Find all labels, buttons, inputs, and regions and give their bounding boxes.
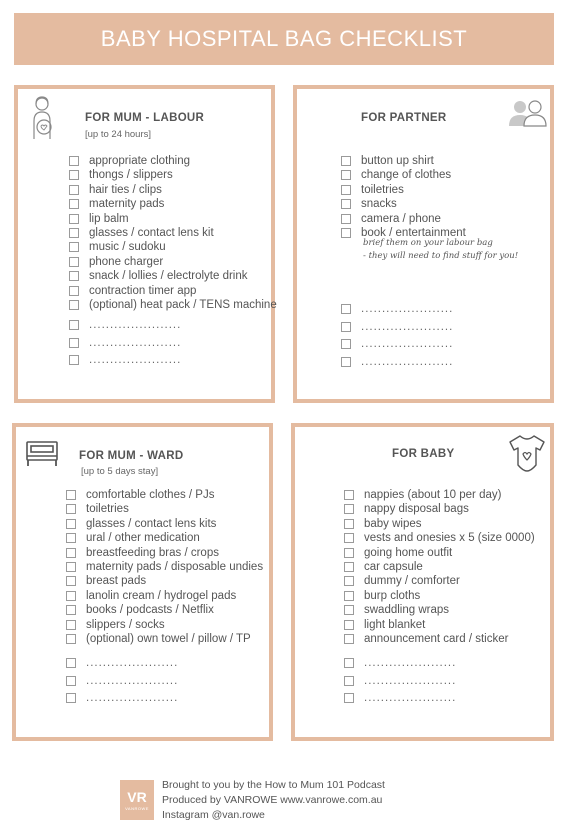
checkbox[interactable]: [66, 676, 76, 686]
checklist-item: [66, 633, 251, 645]
checklist-item: [341, 213, 441, 225]
checklist-item: [344, 604, 449, 616]
checklist-item-label: ......................: [86, 657, 179, 670]
checkbox[interactable]: [66, 490, 76, 500]
checkbox[interactable]: [66, 591, 76, 601]
checklist-item-label: glasses / contact lens kit: [89, 227, 214, 239]
page-title: BABY HOSPITAL BAG CHECKLIST: [100, 26, 468, 51]
checklist-item: [341, 303, 453, 315]
checkbox[interactable]: [66, 605, 76, 615]
checklist-item: [69, 155, 190, 167]
checklist-item: [66, 532, 200, 544]
checkbox[interactable]: [66, 576, 76, 586]
checklist-item-label: swaddling wraps: [364, 604, 450, 617]
checklist-item: [341, 184, 404, 196]
checkbox[interactable]: [344, 620, 354, 630]
checklist-item-label: thongs / slippers: [89, 169, 173, 182]
checklist-item: [66, 503, 129, 515]
logo-subtext: VANROWE: [125, 805, 149, 811]
checkbox[interactable]: [69, 185, 79, 195]
checkbox[interactable]: [66, 548, 76, 558]
note-line: - they will need to find stuff for you!: [363, 251, 519, 261]
checklist-item: [66, 489, 214, 501]
checklist-item-label: change of clothes: [361, 169, 452, 182]
checkbox[interactable]: [66, 620, 76, 630]
checklist-item: [69, 354, 181, 366]
checklist-item: [69, 213, 129, 225]
checkbox[interactable]: [344, 605, 354, 615]
checkbox[interactable]: [69, 257, 79, 267]
checklist-item: [66, 604, 214, 616]
checklist-item: [344, 575, 460, 587]
note-line: brief them on your labour bag: [363, 238, 493, 248]
footer-line: Produced by VANROWE www.vanrowe.com.au: [162, 794, 383, 806]
card-baby: [291, 423, 554, 741]
checklist-item-label: nappies (about 10 per day): [364, 489, 502, 501]
checklist-item: [66, 619, 165, 631]
card-title: FOR MUM - LABOUR: [85, 112, 205, 124]
checkbox[interactable]: [66, 658, 76, 668]
checklist-item-label: appropriate clothing: [89, 155, 191, 167]
checklist-item: [341, 198, 397, 210]
checklist-item-label: ......................: [364, 692, 457, 705]
checklist-item: [66, 657, 178, 669]
checkbox[interactable]: [69, 214, 79, 224]
checkbox[interactable]: [66, 562, 76, 572]
checklist-item: [69, 299, 277, 311]
handwritten-note: [363, 237, 518, 263]
checklist-item: [344, 633, 508, 645]
checklist-item: [344, 489, 501, 501]
checklist-item: [69, 169, 173, 181]
checklist-item: [344, 547, 452, 559]
card-subtitle: [up to 5 days stay]: [81, 466, 159, 477]
checklist-item-label: snacks: [361, 198, 397, 211]
checklist-item: [69, 184, 162, 196]
checklist-item-label: ......................: [364, 674, 457, 687]
checklist-item: [69, 227, 214, 239]
card-subtitle: [up to 24 hours]: [85, 129, 152, 140]
checklist-item-label: announcement card / sticker: [364, 633, 509, 645]
checkbox[interactable]: [69, 300, 79, 310]
checklist-item-label: ......................: [361, 338, 454, 351]
checkbox[interactable]: [344, 576, 354, 586]
checkbox[interactable]: [341, 304, 351, 314]
checklist-item: [344, 692, 456, 704]
checklist-item: [341, 356, 453, 368]
checklist-item-label: breastfeeding bras / crops: [86, 546, 219, 559]
checklist-item-label: books / podcasts / Netflix: [86, 604, 214, 617]
checklist-item-label: book / entertainment: [361, 227, 466, 239]
checklist-item-label: maternity pads: [89, 198, 165, 211]
checkbox[interactable]: [341, 199, 351, 209]
checkbox[interactable]: [341, 322, 351, 332]
checkbox[interactable]: [344, 634, 354, 644]
checklist-item: [66, 518, 216, 530]
checklist-item-label: ......................: [361, 320, 454, 333]
checklist-item: [344, 532, 535, 544]
checkbox[interactable]: [344, 533, 354, 543]
checkbox[interactable]: [341, 339, 351, 349]
checkbox[interactable]: [69, 156, 79, 166]
checklist-item: [344, 675, 456, 687]
checklist-item-label: ......................: [89, 336, 182, 349]
pregnant-woman-icon: [28, 95, 56, 141]
checklist-item: [69, 337, 181, 349]
checklist-item: [341, 321, 453, 333]
checklist-item-label: snack / lollies / electrolyte drink: [89, 270, 248, 283]
checkbox[interactable]: [344, 519, 354, 529]
onesie-heart-icon: [507, 433, 547, 473]
checkbox[interactable]: [69, 199, 79, 209]
checklist-item: [344, 657, 456, 669]
checklist-item-label: ......................: [89, 354, 182, 367]
checkbox[interactable]: [341, 228, 351, 238]
checklist-item: [69, 198, 164, 210]
checklist-item: [66, 561, 263, 573]
checkbox[interactable]: [69, 320, 79, 330]
checklist-item-label: (optional) own towel / pillow / TP: [86, 633, 251, 645]
checklist-item: [69, 270, 248, 282]
checkbox[interactable]: [344, 658, 354, 668]
hospital-bed-icon: [25, 440, 59, 468]
checkbox[interactable]: [344, 676, 354, 686]
checklist-item-label: comfortable clothes / PJs: [86, 489, 215, 501]
card-title: FOR PARTNER: [361, 112, 447, 124]
checklist-item-label: baby wipes: [364, 517, 422, 530]
checklist-item: [341, 155, 434, 167]
checkbox[interactable]: [344, 562, 354, 572]
card-partner: [293, 85, 554, 403]
checklist-item-label: vests and onesies x 5 (size 0000): [364, 532, 535, 545]
checklist-item: [341, 227, 466, 239]
checklist-item-label: lip balm: [89, 212, 129, 225]
checkbox[interactable]: [69, 228, 79, 238]
checklist-item: [66, 575, 146, 587]
checkbox[interactable]: [344, 693, 354, 703]
title-banner: [14, 13, 554, 65]
checkbox[interactable]: [69, 286, 79, 296]
checklist-item: [69, 319, 181, 331]
checkbox[interactable]: [344, 591, 354, 601]
card-title: FOR BABY: [392, 448, 455, 460]
checklist-item-label: contraction timer app: [89, 284, 197, 297]
checklist-item: [341, 169, 451, 181]
checkbox[interactable]: [66, 519, 76, 529]
checklist-item: [66, 675, 178, 687]
checklist-item-label: slippers / socks: [86, 618, 165, 631]
checklist-item-label: ......................: [86, 692, 179, 705]
checkbox[interactable]: [344, 490, 354, 500]
checklist-item: [69, 241, 166, 253]
checklist-item-label: nappy disposal bags: [364, 503, 469, 516]
checkbox[interactable]: [344, 548, 354, 558]
checkbox[interactable]: [69, 355, 79, 365]
checklist-item: [344, 503, 469, 515]
checkbox[interactable]: [341, 156, 351, 166]
two-people-icon: [508, 99, 548, 127]
card-mum-ward: [12, 423, 273, 741]
checkbox[interactable]: [66, 634, 76, 644]
checklist-item: [341, 338, 453, 350]
checkbox[interactable]: [66, 533, 76, 543]
checkbox[interactable]: [69, 170, 79, 180]
checklist-item: [344, 518, 422, 530]
checklist-item-label: camera / phone: [361, 212, 441, 225]
checklist-item: [344, 590, 420, 602]
checkbox[interactable]: [69, 271, 79, 281]
checklist-item-label: burp cloths: [364, 589, 421, 602]
footer-line: Instagram @van.rowe: [162, 809, 265, 821]
checkbox[interactable]: [341, 357, 351, 367]
checklist-item-label: toiletries: [361, 183, 404, 196]
checklist-item-label: going home outfit: [364, 546, 453, 559]
checklist-item: [66, 547, 219, 559]
checklist-item-label: phone charger: [89, 255, 164, 268]
checkbox[interactable]: [69, 338, 79, 348]
checklist-item-label: light blanket: [364, 618, 426, 631]
checkbox[interactable]: [69, 242, 79, 252]
checklist-item: [344, 561, 423, 573]
checklist-item-label: breast pads: [86, 575, 147, 588]
checkbox[interactable]: [66, 504, 76, 514]
checkbox[interactable]: [341, 185, 351, 195]
logo-text: VR: [127, 788, 147, 805]
checklist-item-label: ural / other medication: [86, 532, 200, 545]
footer-line: Brought to you by the How to Mum 101 Podcast: [162, 779, 385, 791]
checklist-item-label: lanolin cream / hydrogel pads: [86, 589, 237, 602]
checklist-item-label: dummy / comforter: [364, 575, 460, 588]
checklist-item-label: ......................: [361, 303, 454, 316]
checklist-item: [66, 590, 236, 602]
card-mum-labour: [14, 85, 275, 403]
checklist-item-label: car capsule: [364, 561, 423, 573]
card-title: FOR MUM - WARD: [79, 450, 184, 462]
checklist-item-label: ......................: [89, 319, 182, 332]
checkbox[interactable]: [341, 170, 351, 180]
checklist-item: [69, 256, 163, 268]
checklist-item-label: toiletries: [86, 503, 129, 516]
checklist-item-label: ......................: [364, 657, 457, 670]
checklist-item-label: hair ties / clips: [89, 183, 162, 196]
checklist-item-label: ......................: [86, 674, 179, 687]
checklist-item: [69, 285, 196, 297]
vanrowe-logo: [120, 780, 154, 820]
checklist-item-label: (optional) heat pack / TENS machine: [89, 299, 277, 311]
checkbox[interactable]: [341, 214, 351, 224]
checklist-item-label: ......................: [361, 355, 454, 368]
checklist-item-label: music / sudoku: [89, 241, 166, 254]
checklist-item: [66, 692, 178, 704]
checklist-item-label: button up shirt: [361, 155, 434, 167]
checklist-item-label: maternity pads / disposable undies: [86, 561, 264, 573]
checklist-item-label: glasses / contact lens kits: [86, 517, 217, 530]
checkbox[interactable]: [66, 693, 76, 703]
checklist-item: [344, 619, 425, 631]
checkbox[interactable]: [344, 504, 354, 514]
